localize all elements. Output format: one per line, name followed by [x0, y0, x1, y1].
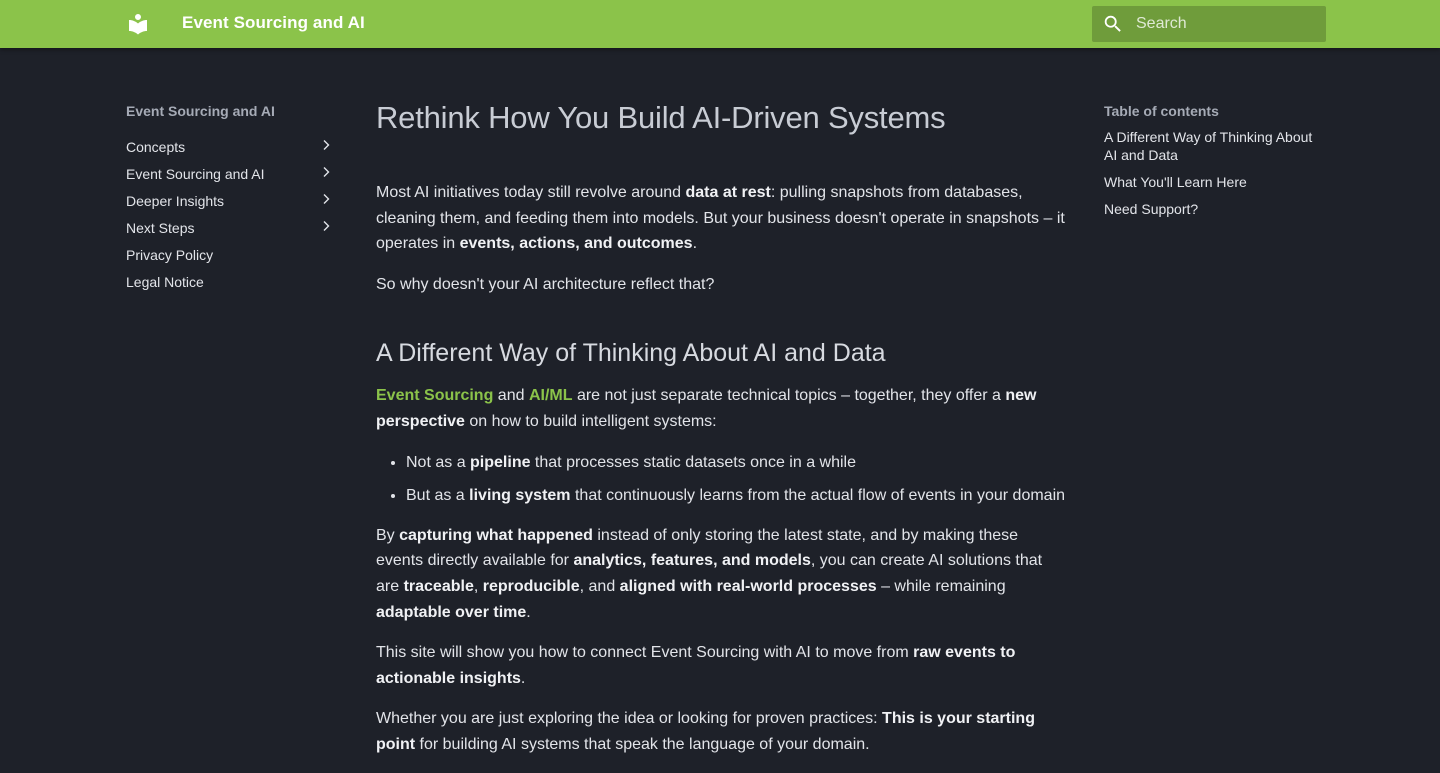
section-heading: A Different Way of Thinking About AI and Data — [376, 339, 886, 368]
list-item: • Not as a pipeline that processes static datasets once in a while — [406, 450, 1066, 476]
sidebar-item-legal-notice[interactable] — [126, 271, 342, 298]
toc-item[interactable]: Need Support? — [1104, 201, 1199, 217]
search-input[interactable] — [1136, 6, 1318, 42]
table-of-contents — [1104, 100, 1326, 227]
list-item: • But as a living system that continuously learns from the actual flow of events in your domain — [406, 483, 1066, 509]
toc-title: Table of contents — [1104, 103, 1219, 119]
sidebar-item-privacy-policy[interactable] — [126, 244, 342, 271]
main-content — [376, 98, 1066, 773]
starting-point-paragraph: Whether you are just exploring the idea or looking for proven practices: This is your starting point for building AI systems that speak the language of your domain. — [376, 710, 1035, 753]
ai-ml-link[interactable]: AI/ML — [528, 387, 573, 405]
sidebar-nav — [126, 100, 342, 298]
sidebar-item-label: Event Sourcing and AI — [126, 166, 265, 182]
chevron-right-icon — [320, 193, 332, 205]
search-icon[interactable] — [1102, 13, 1124, 35]
capturing-paragraph: By capturing what happened instead of only storing the latest state, and by making these events directly available for analytics, features, and models, you can create AI solutions that are traceable, reproducible, and aligned with real-world processes – while remaining adaptable over time. — [376, 526, 1043, 621]
sidebar-item-next-steps[interactable] — [126, 217, 342, 244]
chevron-right-icon — [320, 139, 332, 151]
sidebar-item-concepts[interactable] — [126, 136, 342, 163]
sidebar-item-label: Legal Notice — [126, 274, 204, 290]
sidebar-item-label: Next Steps — [126, 220, 195, 236]
sidebar-item-deeper-insights[interactable] — [126, 190, 342, 217]
toc-item[interactable]: A Different Way of Thinking About AI and Data — [1104, 129, 1313, 163]
chevron-right-icon — [320, 166, 332, 178]
chevron-right-icon — [320, 220, 332, 232]
question-paragraph: So why doesn't your AI architecture reflect that? — [376, 275, 715, 293]
intro-paragraph: Most AI initiatives today still revolve around data at rest: pulling snapshots from databases, cleaning them, and feeding them into models. But your business doesn't operate in snapshots – it operates in events, actions, and outcomes. — [376, 184, 1065, 253]
site-purpose-paragraph: This site will show you how to connect Event Sourcing with AI to move from raw events to actionable insights. — [376, 644, 1016, 687]
perspective-paragraph: Event Sourcing and AI/ML are not just separate technical topics – together, they offer a new perspective on how to build intelligent systems: — [376, 387, 1037, 430]
toc-item[interactable]: What You'll Learn Here — [1104, 174, 1247, 190]
book-icon[interactable] — [126, 12, 150, 36]
sidebar-item-event-sourcing-and-ai[interactable] — [126, 163, 342, 190]
site-title[interactable]: Event Sourcing and AI — [182, 13, 365, 32]
search-box[interactable] — [1092, 6, 1326, 42]
sidebar-title: Event Sourcing and AI — [126, 103, 275, 119]
sidebar-item-label: Privacy Policy — [126, 247, 214, 263]
page-title: Rethink How You Build AI-Driven Systems — [376, 100, 946, 135]
sidebar-item-label: Deeper Insights — [126, 193, 225, 209]
event-sourcing-link[interactable]: Event Sourcing — [376, 387, 494, 405]
top-header — [0, 0, 1440, 48]
sidebar-item-label: Concepts — [126, 139, 186, 155]
bullet-list — [406, 450, 1066, 509]
